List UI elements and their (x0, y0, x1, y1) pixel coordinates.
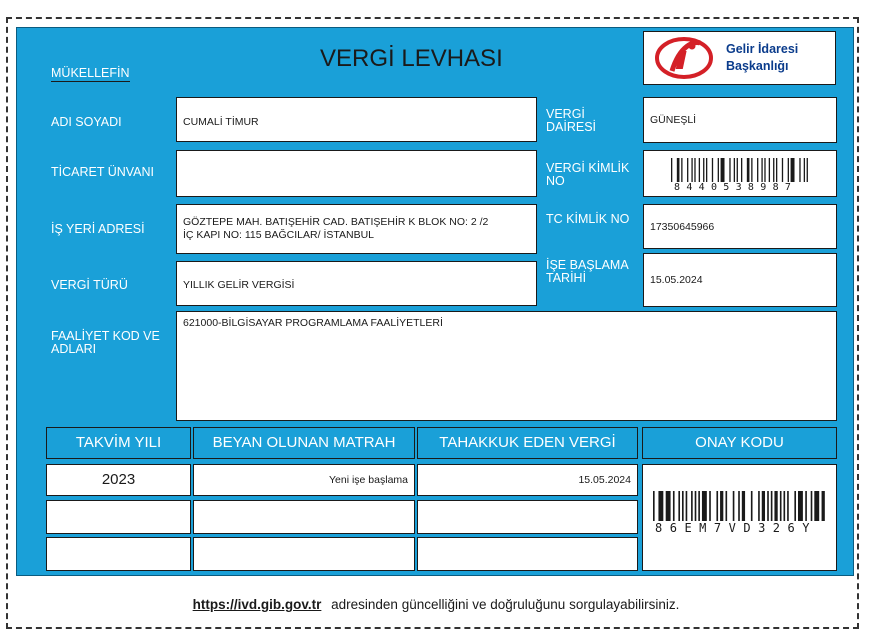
vergi-turu-box (176, 261, 537, 306)
barcode-bar (733, 491, 735, 521)
barcode-bar (742, 491, 745, 521)
row3-matrah (193, 537, 415, 571)
barcode-bar (799, 158, 800, 182)
barcode-bar (771, 491, 773, 521)
adi-soyadi-value: CUMALİ TİMUR (183, 116, 259, 128)
barcode-bar (720, 491, 723, 521)
barcode-bar (780, 491, 782, 521)
footer-link[interactable]: https://ivd.gib.gov.tr (192, 597, 322, 612)
barcode-bar (681, 158, 682, 182)
barcode-bar (788, 158, 789, 182)
barcode-bar (764, 158, 765, 182)
barcode-bar (673, 491, 675, 521)
barcode-bar (762, 491, 765, 521)
ise-baslama-label-line1: İŞE BAŞLAMA (546, 258, 629, 272)
barcode-bar (677, 158, 680, 182)
ise-baslama-value: 15.05.2024 (650, 274, 703, 286)
barcode-bar (787, 491, 789, 521)
ticaret-unvani-box (176, 150, 537, 197)
barcode-bar (784, 491, 786, 521)
faaliyet-label-line2: ADLARI (51, 342, 97, 356)
faaliyet-value: 621000-BİLGİSAYAR PROGRAMLAMA FAALİYETLERİ (183, 317, 443, 329)
barcode-bar (758, 491, 760, 521)
footer-text: adresinden güncelliğini ve doğruluğunu sorgulayabilirsiniz. (331, 597, 680, 612)
row1-year: 2023 (46, 464, 191, 496)
barcode-bar (751, 491, 753, 521)
barcode-bar (682, 491, 684, 521)
is-yeri-adresi-line2: İÇ KAPI NO: 115 BAĞCILAR/ İSTANBUL (183, 229, 375, 241)
barcode-bar (703, 158, 704, 182)
barcode-bar (721, 158, 725, 182)
barcode-bar (782, 158, 783, 182)
is-yeri-adresi-label: İŞ YERİ ADRESİ (51, 222, 145, 236)
header-beyan-matrah: BEYAN OLUNAN MATRAH (193, 427, 415, 459)
adi-soyadi-label: ADI SOYADI (51, 115, 122, 129)
barcode-bar (666, 491, 671, 521)
barcode-bar (737, 158, 738, 182)
barcode-bar (699, 158, 700, 182)
adi-soyadi-box (176, 97, 537, 142)
faaliyet-label (51, 330, 160, 356)
barcode-bar (712, 158, 713, 182)
barcode-bar (698, 491, 700, 521)
tc-kimlik-no-box (643, 204, 837, 249)
tc-kimlik-no-value: 17350645966 (650, 221, 715, 233)
barcode-bar (804, 158, 805, 182)
vergi-kimlik-no-label (546, 162, 629, 188)
is-yeri-adresi-box (176, 204, 537, 254)
barcode-bar (769, 158, 770, 182)
barcode-bar (741, 158, 742, 182)
gib-logo-icon (650, 35, 720, 81)
row2-matrah (193, 500, 415, 534)
barcode-bar (811, 491, 813, 521)
mukellef-label: MÜKELLEFİN (51, 66, 130, 80)
barcode-bar (767, 491, 769, 521)
gib-logo-line1: Gelir İdaresi (726, 42, 799, 56)
barcode-bar (822, 491, 825, 521)
row1-vergi: 15.05.2024 (417, 464, 638, 496)
barcode-bar (774, 491, 777, 521)
header-takvim-yili: TAKVİM YILI (46, 427, 191, 459)
ise-baslama-box (643, 253, 837, 307)
barcode-bar (738, 491, 740, 521)
onay-kodu-box (642, 464, 837, 571)
barcode-bar (776, 158, 777, 182)
vergi-kimlik-no-box (643, 150, 837, 197)
barcode-bar (658, 491, 663, 521)
barcode-bar (687, 158, 688, 182)
barcode-bar (718, 158, 719, 182)
vergi-dairesi-label-line2: DAİRESİ (546, 120, 597, 134)
gib-logo-text (726, 41, 798, 75)
vergi-dairesi-label-line1: VERGİ (546, 107, 585, 121)
ise-baslama-label-line2: TARİHİ (546, 271, 587, 285)
barcode-bar (805, 491, 807, 521)
barcode-bar (702, 491, 707, 521)
vergi-turu-value: YILLIK GELİR VERGİSİ (183, 279, 295, 291)
barcode-bar (814, 491, 819, 521)
barcode-bar (694, 158, 695, 182)
onay-kodu-value: 86EM7VD326Y (655, 521, 817, 535)
vergi-kimlik-no-value: 8440538987 (674, 182, 798, 193)
is-yeri-adresi-value (183, 216, 488, 242)
barcode-bar (678, 491, 680, 521)
gib-logo (643, 31, 836, 85)
row3-year (46, 537, 191, 571)
row3-vergi (417, 537, 638, 571)
header-tahakkuk-vergi: TAHAKKUK EDEN VERGİ (417, 427, 638, 459)
barcode-bar (761, 158, 762, 182)
barcode-bar (716, 491, 718, 521)
barcode-bar (653, 491, 655, 521)
barcode-bar (798, 491, 803, 521)
barcode-bar (807, 158, 808, 182)
ticaret-unvani-label: TİCARET ÜNVANI (51, 165, 155, 179)
tc-kimlik-no-label: TC KİMLİK NO (546, 212, 630, 226)
gib-logo-line2: Başkanlığı (726, 59, 789, 73)
faaliyet-box (176, 311, 837, 421)
footer (0, 597, 872, 612)
row2-vergi (417, 500, 638, 534)
faaliyet-label-line1: FAALİYET KOD VE (51, 329, 160, 343)
barcode-bar (757, 158, 758, 182)
vergi-turu-label: VERGİ TÜRÜ (51, 278, 128, 292)
header-onay-kodu: ONAY KODU (642, 427, 837, 459)
barcode-bar (747, 158, 750, 182)
barcode-bar (706, 158, 707, 182)
barcode-bar (729, 158, 730, 182)
barcode-bar (691, 158, 692, 182)
page-title: VERGİ LEVHASI (320, 45, 503, 72)
row2-year (46, 500, 191, 534)
barcode-bar (695, 491, 697, 521)
is-yeri-adresi-line1: GÖZTEPE MAH. BATIŞEHİR CAD. BATIŞEHİR K BLOK NO: 2 /2 (183, 216, 489, 228)
ise-baslama-label (546, 259, 629, 285)
vergi-dairesi-box (643, 97, 837, 143)
barcode-bar (671, 158, 672, 182)
barcode-bar (791, 158, 795, 182)
vergi-dairesi-label (546, 108, 596, 134)
barcode-bar (734, 158, 735, 182)
barcode-bar (691, 491, 693, 521)
barcode-bar (686, 491, 688, 521)
row1-matrah: Yeni işe başlama (193, 464, 415, 496)
barcode-bar (794, 491, 796, 521)
barcode-bar (709, 491, 711, 521)
vergi-kimlik-no-label-line2: NO (546, 174, 565, 188)
vergi-kimlik-no-label-line1: VERGİ KİMLİK (546, 161, 630, 175)
barcode-bar (773, 158, 774, 182)
barcode-bar (751, 158, 752, 182)
vergi-kimlik-no-barcode (671, 158, 811, 182)
vergi-dairesi-value: GÜNEŞLİ (650, 114, 697, 126)
barcode-bar (726, 491, 728, 521)
onay-kodu-barcode (653, 491, 827, 521)
